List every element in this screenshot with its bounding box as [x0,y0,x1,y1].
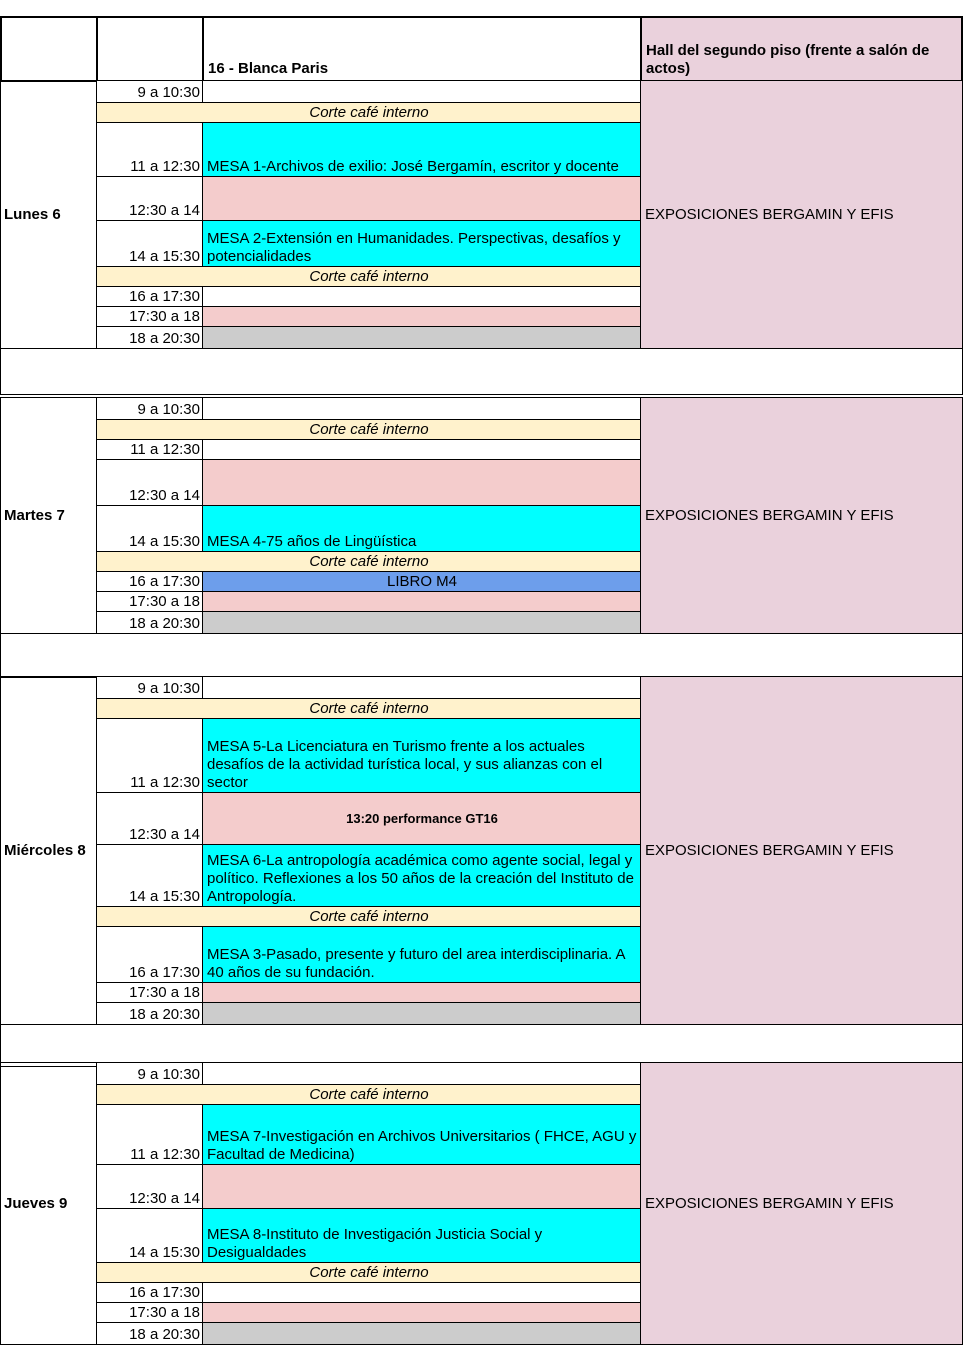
coffee-break-label: Corte café interno [309,267,429,285]
day-label: Lunes 6 [4,205,61,223]
hall-exhibition-label: EXPOSICIONES BERGAMIN Y EFIS [645,841,894,859]
session-cell [202,926,642,983]
time-slot-cell [96,122,204,177]
time-slot-label: 18 a 20:30 [129,615,200,632]
time-slot-label: 16 a 17:30 [129,573,200,590]
coffee-break-label: Corte café interno [309,699,429,717]
session-title: MESA 6-La antropología académica como agente social, legal y político. Reflexiones a los 50 años de la creación del Instituto de Antropología. [207,852,634,905]
performance-cell [202,792,642,845]
empty-slot-cell [202,80,642,103]
day-label-cell [0,676,98,1025]
coffee-break-row [96,551,642,572]
session-cell [202,1208,642,1263]
time-slot-label: 18 a 20:30 [129,330,200,347]
time-slot-label: 16 a 17:30 [129,1284,200,1301]
time-slot-cell [96,1104,204,1165]
lunch-break-cell [202,982,642,1003]
time-slot-cell [96,1062,204,1085]
hall-exhibition-cell [640,1062,963,1345]
session-cell [202,844,642,907]
time-slot-label: 16 a 17:30 [129,288,200,305]
time-slot-label: 16 a 17:30 [129,964,200,981]
time-slot-label: 11 a 12:30 [130,774,200,791]
coffee-break-row [96,266,642,287]
header-room [202,16,642,82]
session-title: MESA 4-75 años de Lingüística [207,533,417,550]
day-label: Jueves 9 [4,1194,68,1212]
time-slot-label: 17:30 a 18 [129,984,200,1001]
day-label: Martes 7 [4,506,65,524]
time-slot-label: 12:30 a 14 [129,487,200,504]
time-slot-label: 12:30 a 14 [129,1190,200,1207]
hall-exhibition-label: EXPOSICIONES BERGAMIN Y EFIS [645,506,894,524]
time-slot-label: 14 a 15:30 [129,1244,200,1261]
coffee-break-label: Corte café interno [309,420,429,438]
hall-exhibition-label: EXPOSICIONES BERGAMIN Y EFIS [645,205,894,223]
time-slot-cell [96,220,204,267]
day-label-cell [0,1062,98,1345]
time-slot-label: 14 a 15:30 [129,888,200,905]
empty-slot-cell [202,676,642,699]
empty-slot-cell [202,1282,642,1303]
time-slot-cell [96,459,204,506]
closed-slot-cell [202,326,642,349]
empty-slot-cell [202,439,642,460]
session-cell [202,1104,642,1165]
session-title: MESA 1-Archivos de exilio: José Bergamín, escritor y docente [207,158,619,175]
lunch-break-cell [202,1302,642,1323]
time-slot-cell [96,1002,204,1025]
session-title: MESA 5-La Licenciatura en Turismo frente a los actuales desafíos de la actividad turística local, y sus alianzas con el sector [207,738,603,791]
session-cell [202,718,642,793]
empty-slot-cell [202,1062,642,1085]
time-slot-label: 17:30 a 18 [129,593,200,610]
time-slot-cell [96,80,204,103]
coffee-break-row [96,102,642,123]
lunch-break-cell [202,591,642,612]
time-slot-label: 11 a 12:30 [130,158,200,175]
coffee-break-label: Corte café interno [309,103,429,121]
hall-exhibition-cell [640,397,963,634]
time-slot-cell [96,1322,204,1345]
coffee-break-label: Corte café interno [309,552,429,570]
day-separator-row [0,1024,963,1067]
day-label-cell [0,397,98,634]
lunch-break-cell [202,1164,642,1209]
time-slot-cell [96,286,204,307]
time-slot-cell [96,1164,204,1209]
time-slot-label: 17:30 a 18 [129,308,200,325]
time-slot-cell [96,792,204,845]
session-title: MESA 7-Investigación en Archivos Universitarios ( FHCE, AGU y Facultad de Medicina) [207,1128,637,1163]
coffee-break-row [96,1084,642,1105]
hall-exhibition-cell [640,80,963,349]
session-title: MESA 3-Pasado, presente y futuro del area interdisciplinaria. A 40 años de su fundación. [207,946,625,981]
time-slot-label: 9 a 10:30 [137,1066,200,1083]
closed-slot-cell [202,1322,642,1345]
time-slot-label: 12:30 a 14 [129,202,200,219]
time-slot-label: 14 a 15:30 [129,533,200,550]
time-slot-label: 11 a 12:30 [130,441,200,458]
session-cell [202,122,642,177]
time-slot-cell [96,611,204,634]
lunch-break-cell [202,306,642,327]
time-slot-cell [96,176,204,221]
lunch-break-cell [202,176,642,221]
time-slot-label: 9 a 10:30 [137,401,200,418]
coffee-break-row [96,906,642,927]
time-slot-label: 12:30 a 14 [129,826,200,843]
time-slot-cell [96,439,204,460]
book-presentation-cell [202,571,642,592]
empty-slot-cell [202,397,642,420]
header-day-cell [0,16,98,82]
header-time-cell [96,16,204,82]
time-slot-cell [96,926,204,983]
time-slot-label: 18 a 20:30 [129,1006,200,1023]
coffee-break-row [96,698,642,719]
time-slot-cell [96,397,204,420]
closed-slot-cell [202,1002,642,1025]
closed-slot-cell [202,611,642,634]
hall-exhibition-cell [640,676,963,1025]
time-slot-label: 9 a 10:30 [137,680,200,697]
session-title: LIBRO M4 [386,572,458,590]
session-title: 13:20 performance GT16 [346,810,498,826]
time-slot-cell [96,505,204,552]
empty-slot-cell [202,286,642,307]
day-label: Miércoles 8 [4,841,86,859]
time-slot-cell [96,306,204,327]
time-slot-cell [96,591,204,612]
time-slot-cell [96,982,204,1003]
time-slot-label: 17:30 a 18 [129,1304,200,1321]
header-hall-label: Hall del segundo piso (frente a salón de actos) [646,42,930,77]
session-cell [202,220,642,267]
header-room-label: 16 - Blanca Paris [208,60,329,77]
coffee-break-label: Corte café interno [309,1085,429,1103]
day-separator-row [0,633,963,678]
time-slot-cell [96,1302,204,1323]
time-slot-cell [96,326,204,349]
time-slot-cell [96,571,204,592]
time-slot-cell [96,1208,204,1263]
coffee-break-row [96,419,642,440]
session-cell [202,505,642,552]
time-slot-label: 11 a 12:30 [130,1146,200,1163]
session-title: MESA 8-Instituto de Investigación Justicia Social y Desigualdades [207,1226,543,1261]
time-slot-label: 18 a 20:30 [129,1326,200,1343]
coffee-break-row [96,1262,642,1283]
coffee-break-label: Corte café interno [309,907,429,925]
time-slot-cell [96,718,204,793]
lunch-break-cell [202,459,642,506]
time-slot-label: 9 a 10:30 [137,84,200,101]
header-hall [640,16,963,82]
day-separator-row [0,348,963,395]
time-slot-cell [96,844,204,907]
session-title: MESA 2-Extensión en Humanidades. Perspectivas, desafíos y potencialidades [207,230,621,265]
hall-exhibition-label: EXPOSICIONES BERGAMIN Y EFIS [645,1194,894,1212]
time-slot-cell [96,1282,204,1303]
time-slot-label: 14 a 15:30 [129,248,200,265]
time-slot-cell [96,676,204,699]
day-label-cell [0,80,98,349]
coffee-break-label: Corte café interno [309,1263,429,1281]
